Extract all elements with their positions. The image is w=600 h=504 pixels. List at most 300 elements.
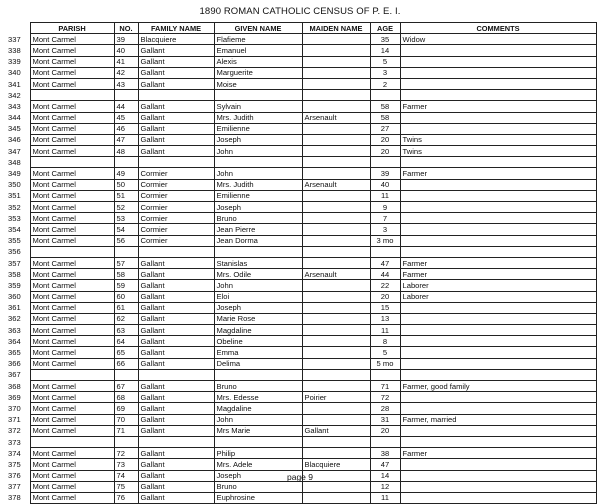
cell-family-name: Gallant	[138, 56, 214, 67]
cell-comments	[400, 369, 596, 380]
table-row	[8, 134, 596, 145]
cell-age: 5	[370, 56, 400, 67]
cell-age: 22	[370, 280, 400, 291]
cell-age: 3	[370, 224, 400, 235]
cell-comments: Farmer	[400, 448, 596, 459]
cell-family-name: Gallant	[138, 470, 214, 481]
cell-given-name: Moise	[214, 78, 302, 89]
cell-parish: Mont Carmel	[30, 269, 114, 280]
cell-no: 68	[114, 392, 138, 403]
cell-family-name: Cormier	[138, 190, 214, 201]
cell-parish: Mont Carmel	[30, 325, 114, 336]
table-row	[8, 90, 596, 101]
row-number: 359	[8, 280, 21, 290]
cell-no: 50	[114, 179, 138, 190]
cell-parish: Mont Carmel	[30, 492, 114, 503]
cell-given-name: Alexis	[214, 56, 302, 67]
cell-parish	[30, 369, 114, 380]
cell-no	[114, 157, 138, 168]
row-number: 368	[8, 381, 21, 391]
cell-age: 58	[370, 112, 400, 123]
cell-maiden-name: Arsenault	[302, 269, 370, 280]
cell-given-name: John	[214, 280, 302, 291]
cell-family-name: Gallant	[138, 101, 214, 112]
table-row	[8, 369, 596, 380]
cell-no: 53	[114, 213, 138, 224]
table-row	[8, 280, 596, 291]
cell-maiden-name	[302, 347, 370, 358]
cell-parish: Mont Carmel	[30, 134, 114, 145]
cell-given-name: Delima	[214, 358, 302, 369]
row-number: 353	[8, 213, 21, 223]
cell-given-name: Philip	[214, 448, 302, 459]
cell-family-name: Blacquiere	[138, 34, 214, 45]
cell-comments	[400, 202, 596, 213]
row-number: 365	[8, 348, 21, 358]
row-number: 355	[8, 236, 21, 246]
table-row	[8, 448, 596, 459]
cell-no: 44	[114, 101, 138, 112]
cell-no: 47	[114, 134, 138, 145]
cell-maiden-name	[302, 45, 370, 56]
cell-given-name: Emma	[214, 347, 302, 358]
cell-family-name: Gallant	[138, 448, 214, 459]
cell-given-name: Joseph	[214, 134, 302, 145]
cell-comments	[400, 67, 596, 78]
cell-maiden-name	[302, 257, 370, 268]
cell-family-name	[138, 436, 214, 447]
cell-maiden-name	[302, 313, 370, 324]
cell-parish: Mont Carmel	[30, 202, 114, 213]
table-row	[8, 336, 596, 347]
cell-no: 49	[114, 168, 138, 179]
cell-family-name: Gallant	[138, 358, 214, 369]
cell-age: 3 mo	[370, 235, 400, 246]
cell-given-name: Emanuel	[214, 45, 302, 56]
table-row	[8, 45, 596, 56]
table-row	[8, 425, 596, 436]
row-number: 354	[8, 224, 21, 234]
table-row	[8, 112, 596, 123]
cell-maiden-name: Blacquiere	[302, 459, 370, 470]
table-row	[8, 78, 596, 89]
row-number: 362	[8, 314, 21, 324]
cell-maiden-name	[302, 34, 370, 45]
cell-age: 47	[370, 257, 400, 268]
cell-age: 27	[370, 123, 400, 134]
cell-parish: Mont Carmel	[30, 336, 114, 347]
row-number: 345	[8, 124, 21, 134]
cell-parish: Mont Carmel	[30, 146, 114, 157]
cell-parish: Mont Carmel	[30, 45, 114, 56]
cell-parish: Mont Carmel	[30, 392, 114, 403]
cell-age: 40	[370, 179, 400, 190]
cell-age: 12	[370, 481, 400, 492]
cell-maiden-name	[302, 246, 370, 257]
cell-no: 41	[114, 56, 138, 67]
table-row	[8, 235, 596, 246]
cell-no: 42	[114, 67, 138, 78]
row-number: 376	[8, 471, 21, 481]
table-row	[8, 190, 596, 201]
cell-age: 39	[370, 168, 400, 179]
row-number: 349	[8, 169, 21, 179]
cell-maiden-name	[302, 369, 370, 380]
cell-given-name: Obeline	[214, 336, 302, 347]
cell-no: 66	[114, 358, 138, 369]
cell-parish	[30, 246, 114, 257]
cell-comments	[400, 425, 596, 436]
cell-no: 39	[114, 34, 138, 45]
cell-maiden-name	[302, 56, 370, 67]
cell-comments: Farmer, good family	[400, 381, 596, 392]
cell-age: 20	[370, 146, 400, 157]
row-number: 369	[8, 392, 21, 402]
cell-no: 71	[114, 425, 138, 436]
table-row	[8, 381, 596, 392]
row-number: 346	[8, 135, 21, 145]
cell-maiden-name	[302, 67, 370, 78]
cell-family-name: Gallant	[138, 134, 214, 145]
cell-no: 57	[114, 257, 138, 268]
cell-family-name: Gallant	[138, 425, 214, 436]
cell-comments	[400, 45, 596, 56]
cell-maiden-name	[302, 302, 370, 313]
table-row	[8, 257, 596, 268]
cell-maiden-name	[302, 403, 370, 414]
cell-given-name: Mrs. Adele	[214, 459, 302, 470]
table-row	[8, 179, 596, 190]
cell-given-name: Marguerite	[214, 67, 302, 78]
cell-given-name: Emilienne	[214, 190, 302, 201]
cell-comments	[400, 190, 596, 201]
cell-maiden-name	[302, 78, 370, 89]
cell-comments: Twins	[400, 146, 596, 157]
header-parish: PARISH	[30, 23, 114, 34]
cell-no: 74	[114, 470, 138, 481]
table-row	[8, 291, 596, 302]
cell-no: 75	[114, 481, 138, 492]
table-row	[8, 325, 596, 336]
table-row	[8, 414, 596, 425]
table-row	[8, 492, 596, 503]
table-row	[8, 436, 596, 447]
cell-given-name: Magdaline	[214, 325, 302, 336]
cell-age: 31	[370, 414, 400, 425]
cell-no: 67	[114, 381, 138, 392]
row-number: 352	[8, 202, 21, 212]
cell-given-name: Emilienne	[214, 123, 302, 134]
cell-maiden-name: Poirier	[302, 392, 370, 403]
page-title: 1890 ROMAN CATHOLIC CENSUS OF P. E. I.	[199, 6, 401, 17]
cell-age	[370, 246, 400, 257]
cell-parish: Mont Carmel	[30, 213, 114, 224]
cell-no	[114, 90, 138, 101]
header-age: AGE	[370, 23, 400, 34]
header-family-name: FAMILY NAME	[138, 23, 214, 34]
cell-family-name: Gallant	[138, 45, 214, 56]
table-row	[8, 224, 596, 235]
table-row	[8, 347, 596, 358]
cell-age	[370, 157, 400, 168]
row-number: 367	[8, 370, 21, 380]
cell-comments	[400, 90, 596, 101]
cell-age: 11	[370, 190, 400, 201]
cell-family-name: Gallant	[138, 280, 214, 291]
row-number: 357	[8, 258, 21, 268]
row-number: 371	[8, 415, 21, 425]
cell-no: 64	[114, 336, 138, 347]
cell-age: 14	[370, 470, 400, 481]
table-row	[8, 313, 596, 324]
cell-maiden-name	[302, 90, 370, 101]
cell-comments: Farmer	[400, 168, 596, 179]
table-row	[8, 146, 596, 157]
table-row	[8, 202, 596, 213]
cell-maiden-name	[302, 381, 370, 392]
row-number: 341	[8, 79, 21, 89]
cell-family-name: Gallant	[138, 492, 214, 503]
cell-maiden-name	[302, 336, 370, 347]
row-number: 342	[8, 90, 21, 100]
cell-given-name: Mrs. Judith	[214, 179, 302, 190]
cell-no: 59	[114, 280, 138, 291]
cell-parish	[30, 90, 114, 101]
cell-age	[370, 369, 400, 380]
cell-comments	[400, 492, 596, 503]
row-number: 358	[8, 269, 21, 279]
cell-comments	[400, 336, 596, 347]
cell-family-name	[138, 246, 214, 257]
row-number: 356	[8, 247, 21, 257]
cell-age: 44	[370, 269, 400, 280]
cell-given-name: Stanislas	[214, 257, 302, 268]
cell-parish: Mont Carmel	[30, 168, 114, 179]
cell-family-name: Cormier	[138, 224, 214, 235]
cell-age: 72	[370, 392, 400, 403]
cell-comments	[400, 392, 596, 403]
page-number: page 9	[287, 472, 313, 482]
row-number: 347	[8, 146, 21, 156]
cell-parish: Mont Carmel	[30, 302, 114, 313]
cell-given-name: Bruno	[214, 481, 302, 492]
cell-age: 20	[370, 425, 400, 436]
table-row	[8, 392, 596, 403]
cell-comments: Twins	[400, 134, 596, 145]
cell-family-name: Gallant	[138, 403, 214, 414]
cell-parish: Mont Carmel	[30, 34, 114, 45]
cell-given-name	[214, 369, 302, 380]
cell-parish: Mont Carmel	[30, 481, 114, 492]
cell-given-name: Euphrosine	[214, 492, 302, 503]
cell-maiden-name	[302, 101, 370, 112]
cell-comments	[400, 235, 596, 246]
cell-no: 76	[114, 492, 138, 503]
cell-age: 5 mo	[370, 358, 400, 369]
cell-age: 71	[370, 381, 400, 392]
cell-parish: Mont Carmel	[30, 179, 114, 190]
row-number: 350	[8, 180, 21, 190]
row-number: 372	[8, 426, 21, 436]
cell-comments	[400, 78, 596, 89]
cell-maiden-name	[302, 448, 370, 459]
cell-no: 65	[114, 347, 138, 358]
cell-given-name: Marie Rose	[214, 313, 302, 324]
cell-family-name: Cormier	[138, 202, 214, 213]
cell-given-name: John	[214, 414, 302, 425]
cell-family-name: Gallant	[138, 146, 214, 157]
cell-parish: Mont Carmel	[30, 56, 114, 67]
row-number: 373	[8, 437, 21, 447]
cell-age: 28	[370, 403, 400, 414]
cell-comments	[400, 213, 596, 224]
cell-given-name: Joseph	[214, 302, 302, 313]
cell-maiden-name: Arsenault	[302, 179, 370, 190]
cell-comments	[400, 302, 596, 313]
cell-given-name	[214, 157, 302, 168]
cell-parish: Mont Carmel	[30, 224, 114, 235]
cell-parish: Mont Carmel	[30, 358, 114, 369]
cell-age: 11	[370, 492, 400, 503]
cell-age: 20	[370, 134, 400, 145]
cell-comments	[400, 403, 596, 414]
cell-no	[114, 369, 138, 380]
cell-given-name: Jean Dorma	[214, 235, 302, 246]
cell-age: 5	[370, 347, 400, 358]
cell-age: 13	[370, 313, 400, 324]
cell-no	[114, 436, 138, 447]
cell-comments	[400, 459, 596, 470]
table-row	[8, 56, 596, 67]
cell-given-name: Bruno	[214, 213, 302, 224]
row-number: 348	[8, 157, 21, 167]
cell-age	[370, 90, 400, 101]
cell-family-name	[138, 157, 214, 168]
cell-family-name: Gallant	[138, 381, 214, 392]
cell-parish: Mont Carmel	[30, 425, 114, 436]
cell-maiden-name	[302, 202, 370, 213]
cell-comments: Laborer	[400, 291, 596, 302]
cell-maiden-name: Arsenault	[302, 112, 370, 123]
cell-age: 15	[370, 302, 400, 313]
cell-no: 63	[114, 325, 138, 336]
cell-family-name: Cormier	[138, 168, 214, 179]
table-row	[8, 157, 596, 168]
cell-maiden-name	[302, 280, 370, 291]
cell-comments	[400, 436, 596, 447]
cell-family-name: Gallant	[138, 325, 214, 336]
cell-comments	[400, 112, 596, 123]
cell-age: 2	[370, 78, 400, 89]
cell-comments	[400, 56, 596, 67]
cell-family-name: Gallant	[138, 67, 214, 78]
cell-family-name	[138, 90, 214, 101]
cell-maiden-name	[302, 492, 370, 503]
row-number: 377	[8, 482, 21, 492]
cell-family-name: Gallant	[138, 459, 214, 470]
cell-no: 46	[114, 123, 138, 134]
row-number: 360	[8, 292, 21, 302]
cell-parish: Mont Carmel	[30, 448, 114, 459]
table-row	[8, 403, 596, 414]
cell-family-name: Gallant	[138, 347, 214, 358]
cell-maiden-name	[302, 123, 370, 134]
cell-given-name: Mrs. Edesse	[214, 392, 302, 403]
cell-no: 58	[114, 269, 138, 280]
cell-comments	[400, 246, 596, 257]
cell-parish: Mont Carmel	[30, 78, 114, 89]
cell-family-name: Gallant	[138, 112, 214, 123]
table-row	[8, 123, 596, 134]
cell-age: 9	[370, 202, 400, 213]
cell-no: 52	[114, 202, 138, 213]
cell-parish: Mont Carmel	[30, 280, 114, 291]
cell-parish: Mont Carmel	[30, 257, 114, 268]
cell-age: 35	[370, 34, 400, 45]
cell-no	[114, 246, 138, 257]
cell-comments	[400, 347, 596, 358]
cell-comments	[400, 224, 596, 235]
cell-no: 73	[114, 459, 138, 470]
cell-comments	[400, 179, 596, 190]
cell-age: 7	[370, 213, 400, 224]
cell-parish: Mont Carmel	[30, 470, 114, 481]
cell-maiden-name	[302, 436, 370, 447]
cell-no: 70	[114, 414, 138, 425]
cell-age: 3	[370, 67, 400, 78]
header-maiden-name: MAIDEN NAME	[302, 23, 370, 34]
cell-age: 14	[370, 45, 400, 56]
cell-maiden-name	[302, 134, 370, 145]
cell-no: 60	[114, 291, 138, 302]
header-given-name: GIVEN NAME	[214, 23, 302, 34]
cell-parish: Mont Carmel	[30, 112, 114, 123]
cell-no: 56	[114, 235, 138, 246]
table-row	[8, 246, 596, 257]
cell-given-name: Joseph	[214, 470, 302, 481]
cell-comments	[400, 123, 596, 134]
cell-comments: Farmer	[400, 257, 596, 268]
table-row	[8, 358, 596, 369]
cell-family-name: Gallant	[138, 291, 214, 302]
table-row	[8, 67, 596, 78]
cell-maiden-name: Gallant	[302, 425, 370, 436]
cell-no: 45	[114, 112, 138, 123]
cell-age: 20	[370, 291, 400, 302]
row-number: 340	[8, 68, 21, 78]
cell-family-name: Cormier	[138, 179, 214, 190]
cell-age	[370, 436, 400, 447]
row-number: 339	[8, 57, 21, 67]
cell-parish	[30, 436, 114, 447]
cell-maiden-name	[302, 190, 370, 201]
cell-parish: Mont Carmel	[30, 381, 114, 392]
cell-given-name: Mrs Marie	[214, 425, 302, 436]
cell-comments	[400, 313, 596, 324]
cell-maiden-name	[302, 291, 370, 302]
table-row	[8, 34, 596, 45]
cell-maiden-name	[302, 157, 370, 168]
cell-family-name: Gallant	[138, 336, 214, 347]
cell-given-name: Magdaline	[214, 403, 302, 414]
cell-given-name	[214, 246, 302, 257]
cell-comments: Laborer	[400, 280, 596, 291]
cell-parish: Mont Carmel	[30, 123, 114, 134]
cell-age: 47	[370, 459, 400, 470]
row-number: 366	[8, 359, 21, 369]
cell-family-name: Gallant	[138, 123, 214, 134]
cell-parish: Mont Carmel	[30, 403, 114, 414]
